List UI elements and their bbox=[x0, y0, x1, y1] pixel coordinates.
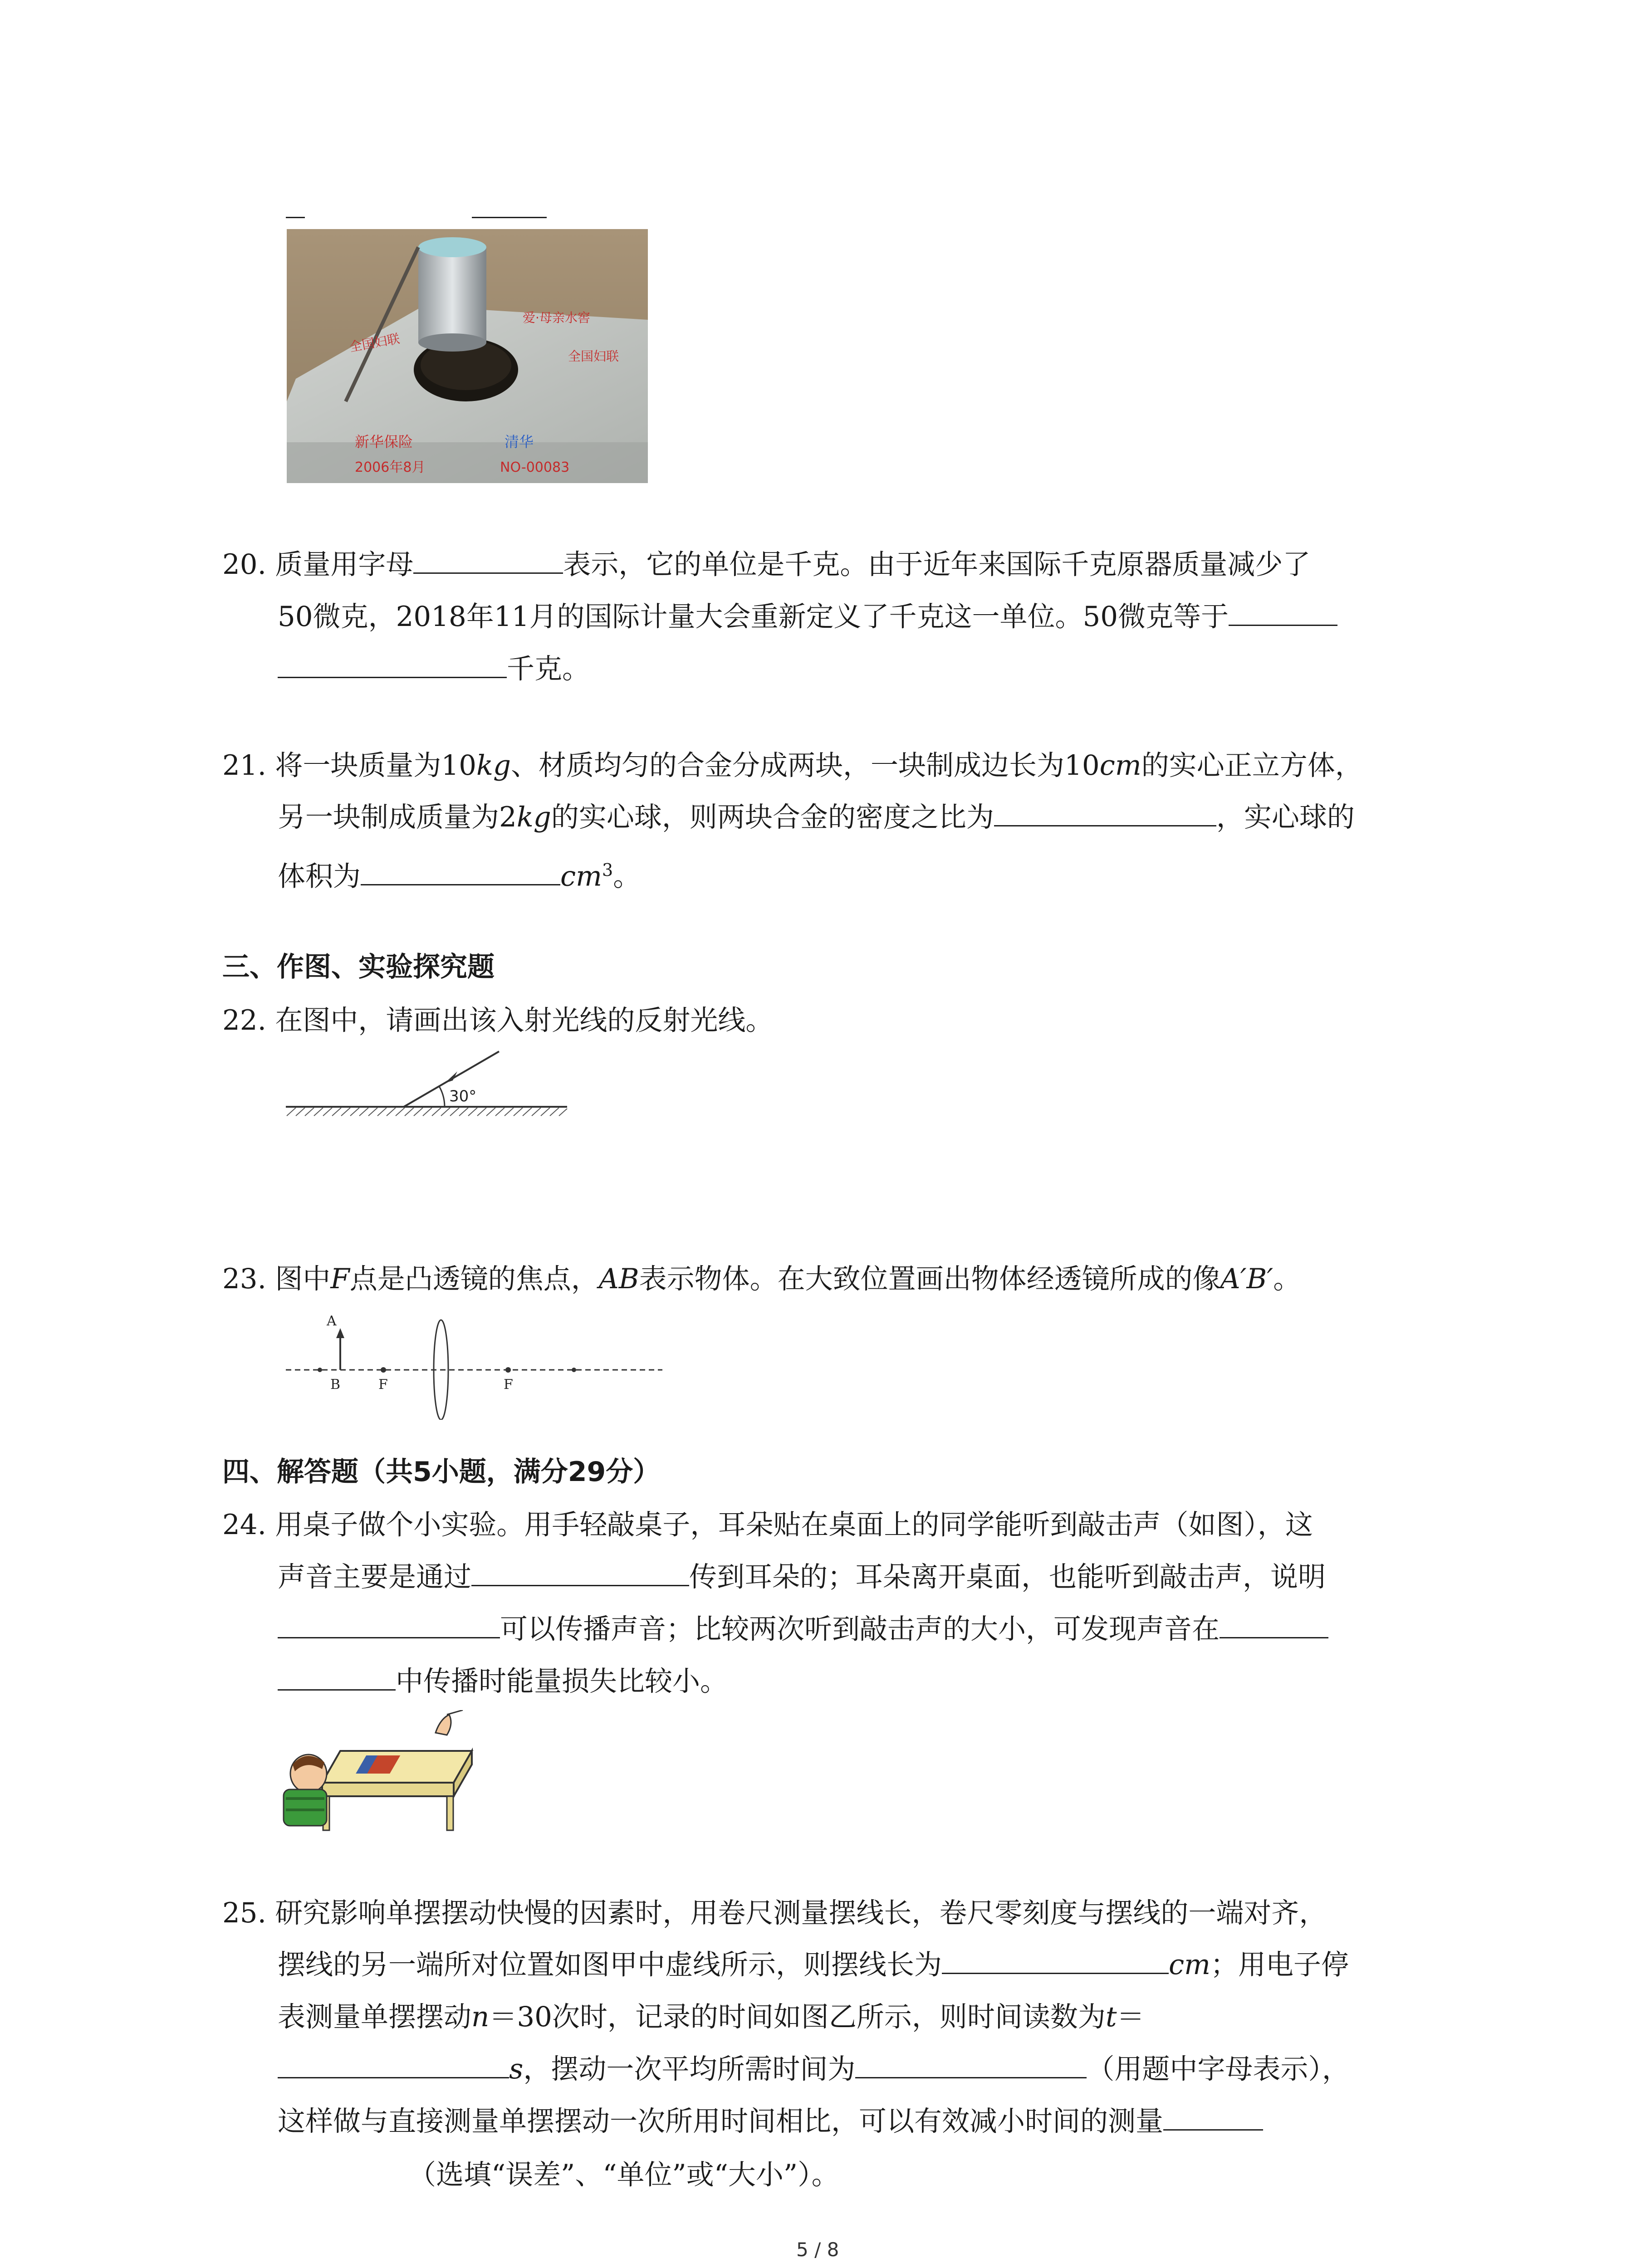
q25-line4 bbox=[278, 2051, 1350, 2087]
q21-unit-cm: cm bbox=[1099, 749, 1141, 782]
q24-line4-b: 中传播时能量损失比较小。 bbox=[396, 1665, 728, 1697]
q25-line4-b: ，摆动一次平均所需时间为 bbox=[523, 2053, 856, 2085]
q24-line3 bbox=[278, 1611, 1328, 1647]
q23-lens-diagram bbox=[281, 1311, 667, 1420]
angle-arc bbox=[439, 1086, 445, 1107]
q25-line3-t: t bbox=[1105, 2001, 1117, 2033]
q21-line1-a: 21. 将一块质量为10 bbox=[222, 749, 477, 782]
q24-table-illustration bbox=[281, 1710, 481, 1833]
q23-image: A′B′ bbox=[1220, 1263, 1274, 1295]
object-arrow bbox=[336, 1328, 344, 1338]
q24-blank-3b[interactable] bbox=[278, 1667, 396, 1691]
top-mark-right bbox=[472, 217, 547, 218]
q25-line3 bbox=[278, 1999, 1144, 2035]
q25-line3-n: n bbox=[471, 2001, 490, 2033]
q21-line2-c: ，实心球的 bbox=[1216, 801, 1355, 833]
q20-line3 bbox=[278, 651, 590, 687]
q20-line3-b: 千克。 bbox=[507, 653, 590, 685]
q25-line2-b: ；用电子停 bbox=[1210, 1949, 1349, 1981]
q24-blank-2[interactable] bbox=[278, 1614, 500, 1638]
q21-line1 bbox=[222, 748, 1363, 784]
angle-label: 30° bbox=[449, 1087, 477, 1105]
q20-blank-letter[interactable] bbox=[413, 550, 563, 574]
q24-line1: 24. 用桌子做个小实验。用手轻敲桌子，耳朵贴在桌面上的同学能听到敲击声（如图），这 bbox=[222, 1509, 1313, 1541]
focal-point-left bbox=[381, 1367, 386, 1373]
q24-blank-1[interactable] bbox=[471, 1562, 689, 1586]
q24-line2-b: 传到耳朵的；耳朵离开桌面，也能听到敲击声，说明 bbox=[689, 1561, 1326, 1593]
label-F1: F bbox=[378, 1377, 388, 1393]
q25-line2-unit: cm bbox=[1169, 1949, 1211, 1981]
sign-bottom2-text: 清华 bbox=[505, 433, 534, 450]
sign-date-text: 2006年8月 bbox=[355, 459, 426, 475]
section4-title: 四、解答题（共5小题，满分29分） bbox=[222, 1456, 661, 1488]
q21-blank-volume[interactable] bbox=[361, 861, 560, 885]
student-body bbox=[284, 1789, 327, 1826]
q21-line2-b: 的实心球，则两块合金的密度之比为 bbox=[551, 801, 994, 833]
mirror-hatching bbox=[287, 1108, 567, 1116]
q21-line3-sup: 3 bbox=[602, 860, 613, 880]
q21-unit-kg: kg bbox=[476, 749, 511, 782]
q24-blank-3a[interactable] bbox=[1220, 1614, 1328, 1638]
q21-blank-ratio[interactable] bbox=[994, 802, 1216, 826]
q25-line6: （选填“误差”、“单位”或“大小”）。 bbox=[408, 2159, 839, 2191]
q25-line3-b: ＝30次时，记录的时间如图乙所示，则时间读数为 bbox=[489, 2001, 1106, 2033]
q22-mirror-diagram bbox=[281, 1043, 572, 1129]
sign-no-text: NO-00083 bbox=[500, 459, 570, 475]
q20-blank-kg-b[interactable] bbox=[278, 654, 507, 678]
q25-line5 bbox=[278, 2103, 1263, 2140]
q25-blank-length[interactable] bbox=[942, 1950, 1169, 1974]
knocking-hand bbox=[436, 1715, 451, 1735]
q23-text-c: 表示物体。在大致位置画出物体经透镜所成的像 bbox=[639, 1263, 1220, 1295]
q20-line1-a: 20. 质量用字母 bbox=[222, 548, 414, 581]
q25-line3-a: 表测量单摆摆动 bbox=[278, 2001, 472, 2033]
q21-line3 bbox=[278, 852, 641, 894]
q20-line1 bbox=[222, 547, 1310, 583]
q24-line2 bbox=[278, 1559, 1326, 1595]
q25-line3-c: ＝ bbox=[1117, 2001, 1145, 2033]
q20-line2 bbox=[278, 599, 1337, 635]
q25-line4-unit: s bbox=[509, 2053, 524, 2085]
q20-line1-b: 表示，它的单位是千克。由于近年来国际千克原器质量减少了 bbox=[563, 548, 1311, 581]
q25-blank-period[interactable] bbox=[855, 2054, 1087, 2078]
q22-text: 22. 在图中，请画出该入射光线的反射光线。 bbox=[222, 1004, 774, 1036]
q23-text-a: 23. 图中 bbox=[222, 1263, 331, 1295]
q25-line5-text: 这样做与直接测量单摆摆动一次所用时间相比，可以有效减小时间的测量 bbox=[278, 2105, 1164, 2137]
q25-line4-c: （用题中字母表示）， bbox=[1087, 2053, 1350, 2085]
q21-line3-end: 。 bbox=[613, 860, 641, 893]
q21-unit-kg2: kg bbox=[516, 801, 551, 833]
q23-F: F bbox=[330, 1263, 350, 1295]
water-cellar-photo bbox=[287, 229, 648, 483]
sign-right-text: 全国妇联 bbox=[568, 349, 619, 364]
q23-text-b: 点是凸透镜的焦点， bbox=[349, 1263, 599, 1295]
q21-line3-unit: cm bbox=[560, 860, 603, 893]
q21-line2-a: 另一块制成质量为2 bbox=[278, 801, 517, 833]
focal-point-right bbox=[505, 1367, 511, 1373]
q25-line2-a: 摆线的另一端所对位置如图甲中虚线所示，则摆线长为 bbox=[278, 1949, 942, 1981]
q25-blank-time[interactable] bbox=[278, 2054, 509, 2078]
q21-line2 bbox=[278, 799, 1355, 836]
q23-AB: AB bbox=[598, 1263, 639, 1295]
q20-line2-a: 50微克，2018年11月的国际计量大会重新定义了千克这一单位。50微克等于 bbox=[278, 601, 1229, 633]
sign-top-text: 爱·母亲水窖 bbox=[523, 310, 590, 325]
q21-line1-c: 的实心正立方体， bbox=[1141, 749, 1363, 782]
sign-bottom-text: 新华保险 bbox=[355, 433, 413, 450]
q24-line4 bbox=[278, 1663, 728, 1700]
section3-title: 三、作图、实验探究题 bbox=[222, 951, 495, 983]
q24-line3-b: 可以传播声音；比较两次听到敲击声的大小，可发现声音在 bbox=[500, 1613, 1220, 1645]
q24-line2-a: 声音主要是通过 bbox=[278, 1561, 472, 1593]
sign-left-text: 全国妇联 bbox=[348, 331, 401, 355]
water-cellar-illustration bbox=[287, 229, 648, 483]
q25-line1: 25. 研究影响单摆摆动快慢的因素时，用卷尺测量摆线长，卷尺零刻度与摆线的一端对齐， bbox=[222, 1897, 1327, 1929]
q25-blank-error[interactable] bbox=[1163, 2107, 1263, 2131]
q20-blank-kg-a[interactable] bbox=[1229, 602, 1337, 626]
label-A: A bbox=[327, 1313, 337, 1329]
page-number: 5 / 8 bbox=[796, 2239, 839, 2261]
label-F2: F bbox=[504, 1377, 513, 1393]
q21-line1-b: 、材质均匀的合金分成两块，一块制成边长为10 bbox=[511, 749, 1100, 782]
q25-line2 bbox=[278, 1947, 1349, 1983]
label-B: B bbox=[330, 1377, 341, 1393]
q21-line3-a: 体积为 bbox=[278, 860, 361, 893]
top-mark-left bbox=[286, 217, 305, 218]
q23-text bbox=[222, 1261, 1301, 1297]
q23-text-d: 。 bbox=[1273, 1263, 1301, 1295]
